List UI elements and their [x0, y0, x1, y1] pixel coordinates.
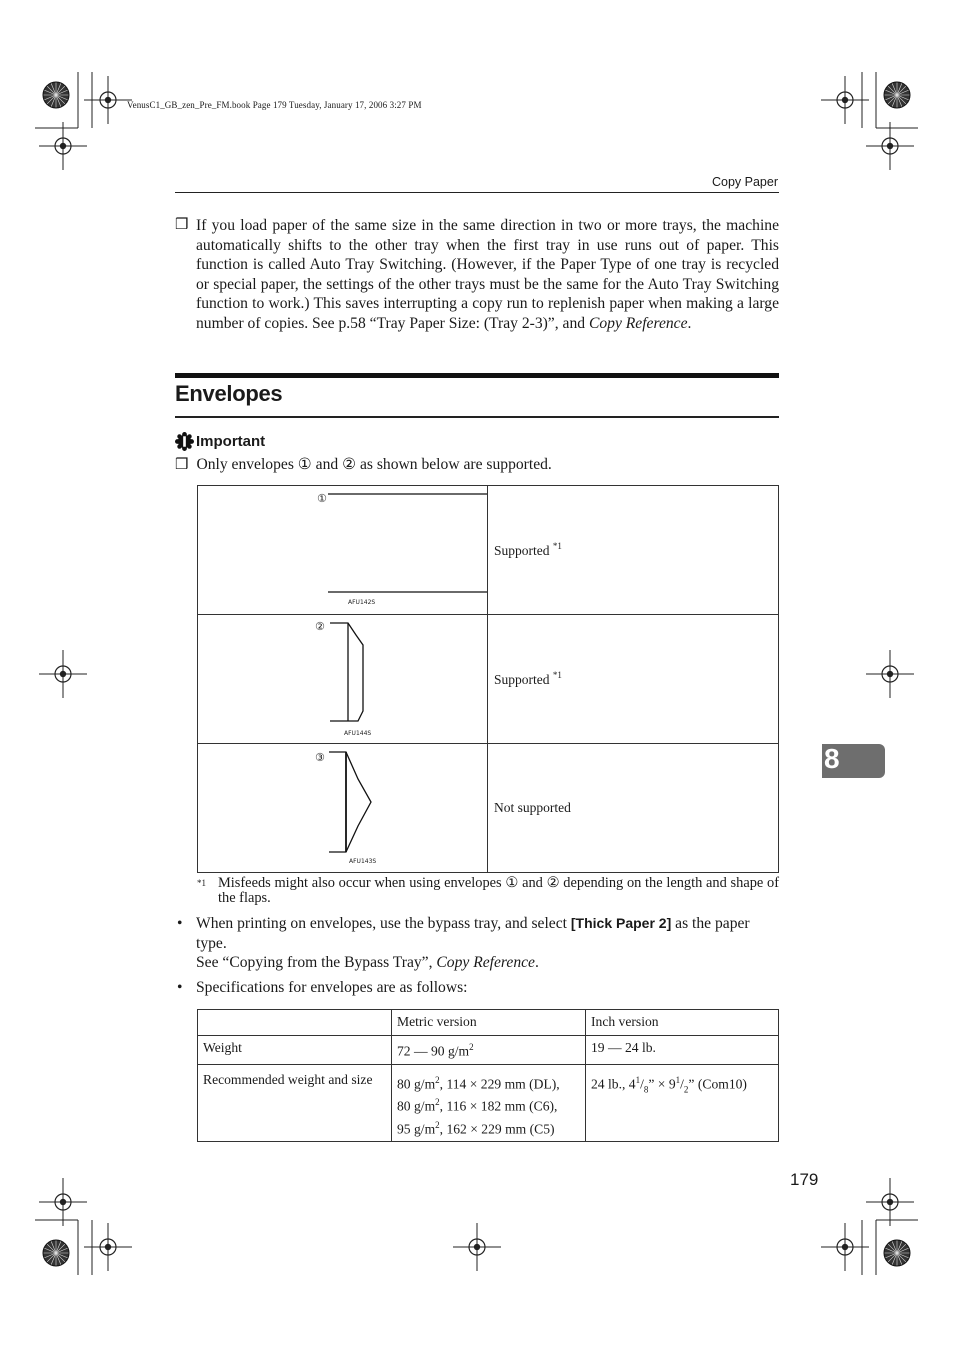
figure-code: AFU143S	[349, 858, 377, 865]
checkbox-bullet-icon: ❒	[175, 457, 189, 473]
envelope-spec-table	[197, 1009, 779, 1142]
inch-value: 19 — 24 lb.	[586, 1036, 779, 1065]
section-title: Envelopes	[175, 381, 283, 406]
envelope-1-illustration	[198, 486, 487, 614]
chapter-number: 8	[824, 743, 840, 774]
table-row	[198, 486, 779, 615]
envelope-2-illustration	[198, 615, 487, 743]
envelope-illustration-cell	[198, 744, 488, 873]
table-header-row	[198, 1010, 779, 1036]
envelope-illustration-cell	[198, 615, 488, 744]
checkbox-bullet-icon: ❒	[175, 217, 189, 233]
envelope-status-cell	[488, 486, 779, 615]
section-rule-top	[175, 373, 779, 378]
auto-tray-switching-note	[175, 216, 779, 333]
header-rule	[175, 192, 779, 193]
inch-value: 24 lb., $4^1/_8$” × $9^1/_2$” (Com10)	[586, 1064, 779, 1142]
envelope-status-cell	[488, 615, 779, 744]
bullet-dot: •	[177, 915, 183, 932]
envelope-number: ②	[315, 620, 325, 633]
important-item	[175, 455, 552, 474]
bullet-dot: •	[177, 979, 183, 996]
table-header-cell	[198, 1010, 392, 1036]
envelope-number: ③	[315, 751, 325, 764]
table-row	[198, 1064, 779, 1142]
metric-value: 80 $g/m^2$, 114 × 229 mm (DL), 80 $g/m^2$, 116 × 182 mm (C6), 95 $g/m^2$, 162 × 229 mm (C5)	[392, 1064, 586, 1142]
important-text: Only envelopes ① and ② as shown below are supported.	[196, 456, 552, 473]
footnote-ref: *1	[552, 670, 562, 680]
envelope-status: Supported	[494, 543, 550, 558]
metric-value: 72 — 90 $g/m^2$	[392, 1036, 586, 1065]
specifications-bullet: • Specifications for envelopes are as follows:	[177, 979, 468, 996]
important-heading	[175, 432, 265, 451]
envelope-illustration-cell	[198, 486, 488, 615]
chapter-tab	[822, 744, 885, 778]
table-row	[198, 744, 779, 873]
figure-code: AFU144S	[344, 730, 372, 737]
envelope-status: Not supported	[494, 800, 571, 815]
note-text: If you load paper of the same size in the same direction in two or more trays, the machine automatically shifts to the other tray when the first tray in use runs out of paper. This function is called Auto Tray Switching. (However, if the Paper Type of one tray is recycled or special paper, the settings of the other trays must be the same for the Auto Tray Switching function to work.) This saves interrupting a copy run to replenish paper when making a large number of copies. See p.58 “Tray Paper Size: (Tray 2-3)”, and Copy Reference.	[196, 217, 779, 332]
footnote-ref: *1	[552, 541, 562, 551]
table-header-cell: Inch version	[586, 1010, 779, 1036]
table-row	[198, 615, 779, 744]
important-icon	[175, 432, 194, 451]
bypass-tray-bullet: • When printing on envelopes, use the bypass tray, and select [Thick Paper 2] as the paper type. See “Copying from the Bypass Tray”, Copy Reference.	[177, 915, 750, 971]
table-header-cell: Metric version	[392, 1010, 586, 1036]
footnote	[197, 876, 779, 905]
figure-code: AFU142S	[348, 599, 376, 606]
envelope-status: Supported	[494, 672, 550, 687]
thick-paper-2-key: [Thick Paper 2]	[570, 915, 672, 931]
print-file-info: VenusC1_GB_zen_Pre_FM.book Page 179 Tuesday, January 17, 2006 3:27 PM	[127, 100, 422, 110]
envelope-number: ①	[317, 492, 327, 505]
table-row	[198, 1036, 779, 1065]
important-label: Important	[196, 433, 266, 450]
page-number: 179	[790, 1170, 819, 1189]
footnote-mark: *1	[197, 878, 206, 888]
row-label: Recommended weight and size	[198, 1064, 392, 1142]
footnote-text: Misfeeds might also occur when using envelopes ① and ② depending on the length and shape of the flaps.	[218, 875, 779, 906]
copy-reference-ref: Copy Reference	[436, 954, 535, 971]
envelope-3-illustration	[198, 744, 487, 872]
copy-reference-ref: Copy Reference	[588, 314, 688, 332]
section-rule-bottom	[175, 416, 779, 418]
envelope-status-cell	[488, 744, 779, 873]
row-label: Weight	[198, 1036, 392, 1065]
envelope-support-table	[197, 485, 779, 873]
running-header-title: Copy Paper	[711, 175, 778, 189]
